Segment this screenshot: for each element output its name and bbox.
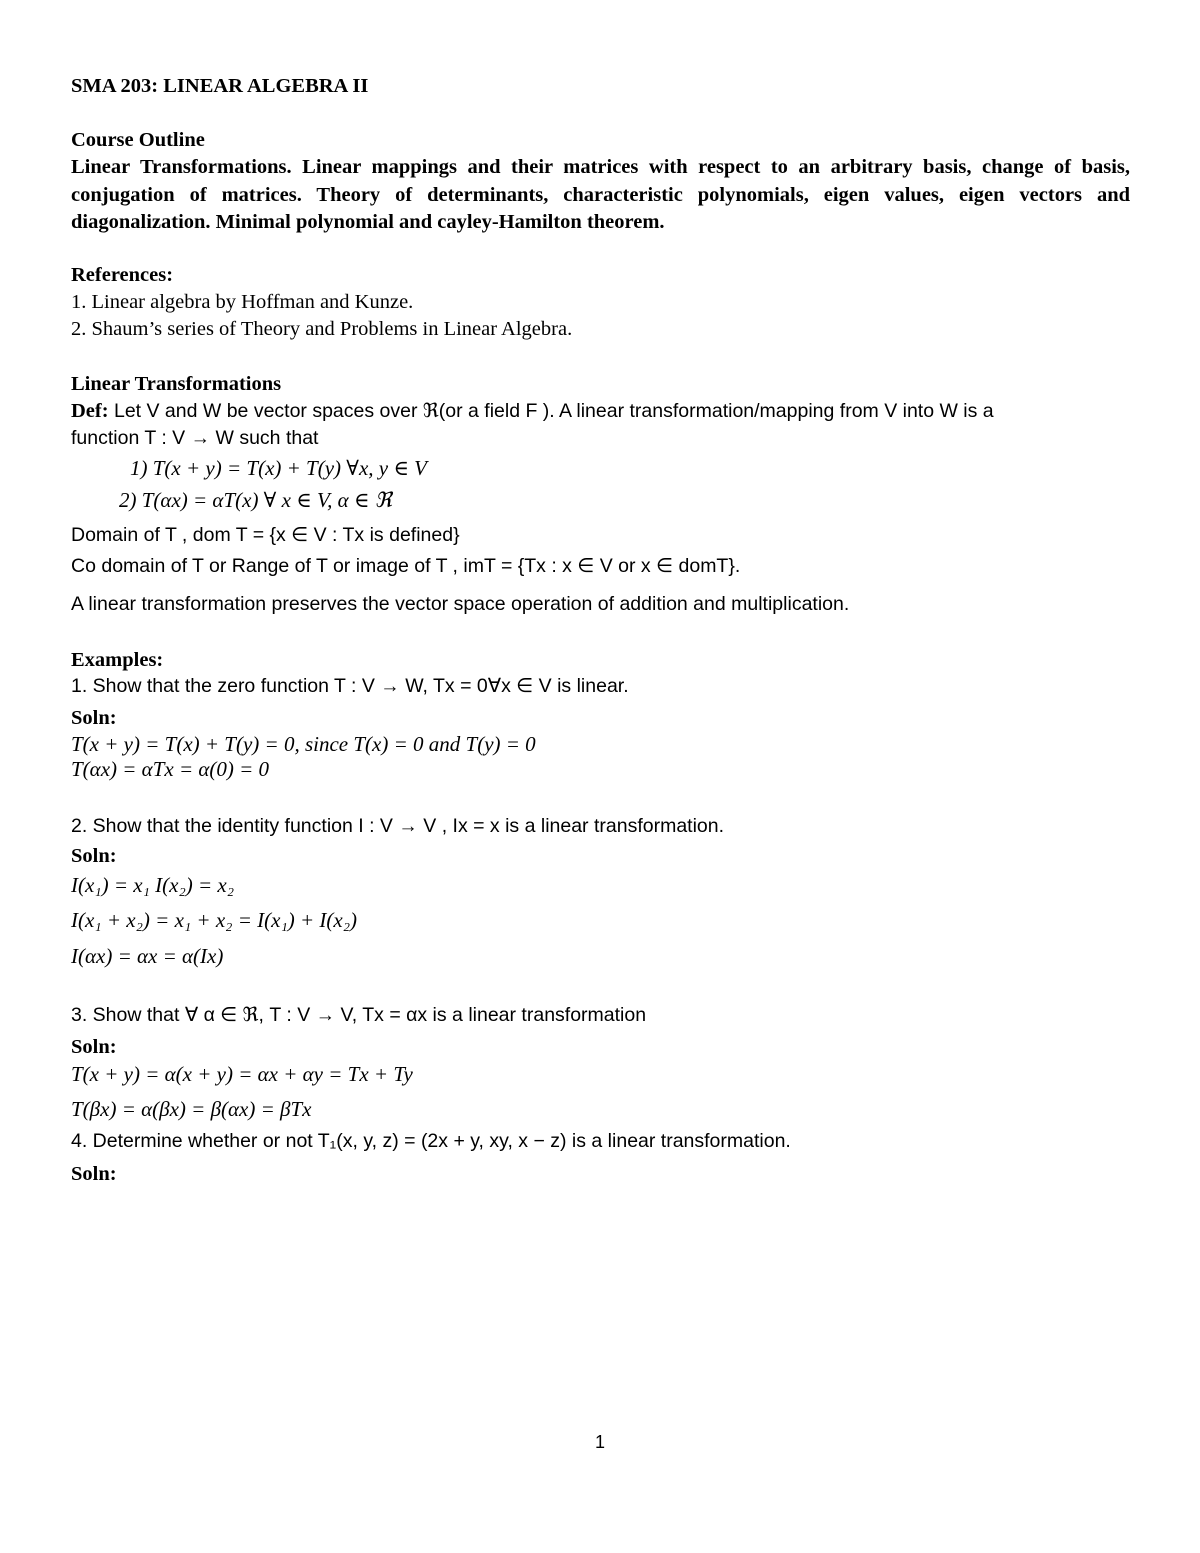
course-outline-heading: Course Outline bbox=[71, 129, 205, 151]
linearity-condition-2: 2) T(αx) = αT(x) ∀ x ∈ V, α ∈ ℜ bbox=[119, 488, 392, 512]
example-3-line-2: T(βx) = α(βx) = β(αx) = βTx bbox=[71, 1097, 312, 1121]
example-2-line-1: I(x₁) = x₁ I(x₂) = x₂ bbox=[71, 873, 235, 897]
page-number: 1 bbox=[594, 1432, 605, 1452]
examples-heading: Examples: bbox=[71, 649, 164, 671]
example-3-soln-label: Soln: bbox=[71, 1036, 117, 1058]
linearity-condition-1: 1) T(x + y) = T(x) + T(y) ∀x, y ∈ V bbox=[130, 456, 427, 480]
reference-item-2: 2. Shaum’s series of Theory and Problems in Linear Algebra. bbox=[71, 318, 573, 340]
references-heading: References: bbox=[71, 264, 174, 286]
domain-definition: Domain of T , dom T = {x ∈ V : Tx is defined} bbox=[71, 524, 460, 546]
example-2-statement: 2. Show that the identity function I : V → V , Ix = x is a linear transformation. bbox=[71, 815, 725, 837]
example-1-soln-label: Soln: bbox=[71, 707, 117, 729]
reference-item-1: 1. Linear algebra by Hoffman and Kunze. bbox=[71, 291, 414, 313]
course-outline-text: Linear Transformations. Linear mappings and their matrices with respect to an arbitrary basis, change of basis, conjugation of matrices. Theory of determinants, characteristic polynomials, eigen values, eigen vectors and diagonalization. Minimal polynomial and cayley-Hamilton theorem. bbox=[71, 156, 1130, 233]
example-2-line-2: I(x₁ + x₂) = x₁ + x₂ = I(x₁) + I(x₂) bbox=[71, 908, 358, 932]
preserves-operations-text: A linear transformation preserves the vector space operation of addition and multiplication. bbox=[71, 593, 850, 615]
example-2-line-3: I(αx) = αx = α(Ix) bbox=[71, 944, 224, 968]
example-3-statement: 3. Show that ∀ α ∈ ℜ, T : V → V, Tx = αx is a linear transformation bbox=[71, 1004, 647, 1026]
example-1-line-1: T(x + y) = T(x) + T(y) = 0, since T(x) = 0 and T(y) = 0 bbox=[71, 732, 536, 756]
definition-label: Def: bbox=[71, 400, 109, 422]
document-title: SMA 203: LINEAR ALGEBRA II bbox=[71, 75, 369, 97]
definition-line-1 bbox=[71, 398, 994, 424]
example-3-line-1: T(x + y) = α(x + y) = αx + αy = Tx + Ty bbox=[71, 1062, 413, 1086]
example-4-soln-label: Soln: bbox=[71, 1163, 117, 1185]
definition-line-2: function T : V → W such that bbox=[71, 427, 319, 449]
example-2-soln-label: Soln: bbox=[71, 845, 117, 867]
codomain-definition: Co domain of T or Range of T or image of T , imT = {Tx : x ∈ V or x ∈ domT}. bbox=[71, 555, 741, 577]
example-1-statement: 1. Show that the zero function T : V → W, Tx = 0∀x ∈ V is linear. bbox=[71, 675, 629, 697]
definition-text: Let V and W be vector spaces over ℜ(or a field F ). A linear transformation/mapping from V into W is a bbox=[113, 400, 994, 422]
section-heading-linear-transformations: Linear Transformations bbox=[71, 373, 282, 395]
example-1-line-2: T(αx) = αTx = α(0) = 0 bbox=[71, 757, 270, 781]
example-4-statement: 4. Determine whether or not T₁(x, y, z) = (2x + y, xy, x − z) is a linear transformation. bbox=[71, 1130, 791, 1152]
